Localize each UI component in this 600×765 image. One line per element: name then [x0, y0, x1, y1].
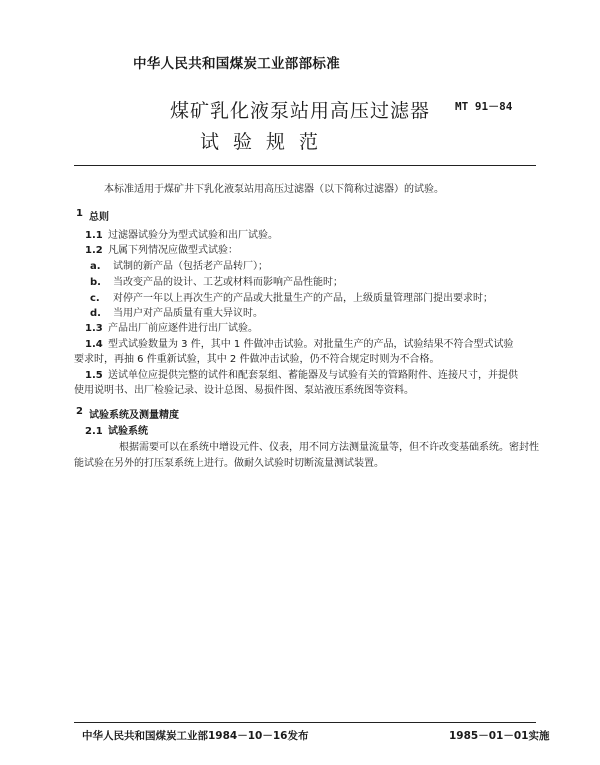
- footer-divider: [74, 722, 536, 723]
- list-item-text: 对停产一年以上再次生产的产品或大批量生产的产品，上级质量管理部门提出要求时；: [113, 293, 493, 304]
- list-item-text: 当改变产品的设计、工艺或材料而影响产品性能时；: [113, 277, 343, 288]
- clause-2-1-heading: 试验系统: [108, 426, 148, 437]
- document-title: 煤矿乳化液泵站用高压过滤器: [170, 100, 431, 122]
- issue-date: 中华人民共和国煤炭工业部1984－10－16发布: [82, 730, 309, 742]
- header-divider: [74, 165, 536, 166]
- clause-1-4-continuation: 要求时，再抽 6 件重新试验，其中 2 件做冲击试验，仍不符合规定时则为不合格。: [74, 354, 440, 365]
- clause-1-4-number: 1.4: [85, 339, 103, 350]
- clause-1-1-text: 过滤器试验分为型式试验和出厂试验。: [108, 230, 278, 241]
- list-item-label: a.: [90, 261, 101, 272]
- clause-1-5-continuation: 使用说明书、出厂检验记录、设计总图、易损件图、泵站液压系统图等资料。: [74, 385, 414, 396]
- section-1-number: 1: [76, 208, 83, 219]
- clause-1-5-number: 1.5: [85, 370, 103, 381]
- clause-1-5-text: 送试单位应提供完整的试件和配套泵组、蓄能器及与试验有关的管路附件、连接尺寸，并提供: [108, 370, 518, 381]
- clause-2-1-text: 根据需要可以在系统中增设元件、仪表，用不同方法测量流量等，但不许改变基础系统。密封性: [119, 442, 539, 453]
- list-item-text: 试制的新产品（包括老产品转厂）；: [113, 261, 268, 272]
- list-item-label: d.: [90, 308, 101, 319]
- clause-1-4-text: 型式试验数量为 3 件，其中 1 件做冲击试验。对批量生产的产品，试验结果不符合型式试验: [108, 339, 514, 350]
- clause-1-3-text: 产品出厂前应逐件进行出厂试验。: [108, 323, 258, 334]
- clause-2-1-number: 2.1: [85, 426, 103, 437]
- list-item-label: c.: [90, 293, 100, 304]
- clause-1-3-number: 1.3: [85, 323, 103, 334]
- clause-1-1-number: 1.1: [85, 230, 103, 241]
- clause-1-2-text: 凡属下列情况应做型式试验：: [108, 245, 238, 256]
- issuing-authority: 中华人民共和国煤炭工业部部标准: [133, 56, 340, 72]
- list-item-text: 当用户对产品质量有重大异议时。: [113, 308, 263, 319]
- clause-1-2-number: 1.2: [85, 245, 103, 256]
- section-2-number: 2: [76, 406, 83, 417]
- intro-paragraph: 本标准适用于煤矿井下乳化液泵站用高压过滤器（以下简称过滤器）的试验。: [104, 184, 444, 195]
- document-subtitle: 试验规范: [200, 131, 333, 153]
- section-2-heading: 试验系统及测量精度: [89, 410, 179, 421]
- section-1-heading: 总则: [89, 212, 109, 223]
- standard-code: MT 91－84: [455, 100, 513, 113]
- clause-2-1-continuation: 能试验在另外的打压泵系统上进行。做耐久试验时切断流量测试装置。: [74, 458, 384, 469]
- effective-date: 1985－01－01实施: [449, 730, 550, 742]
- list-item-label: b.: [90, 277, 101, 288]
